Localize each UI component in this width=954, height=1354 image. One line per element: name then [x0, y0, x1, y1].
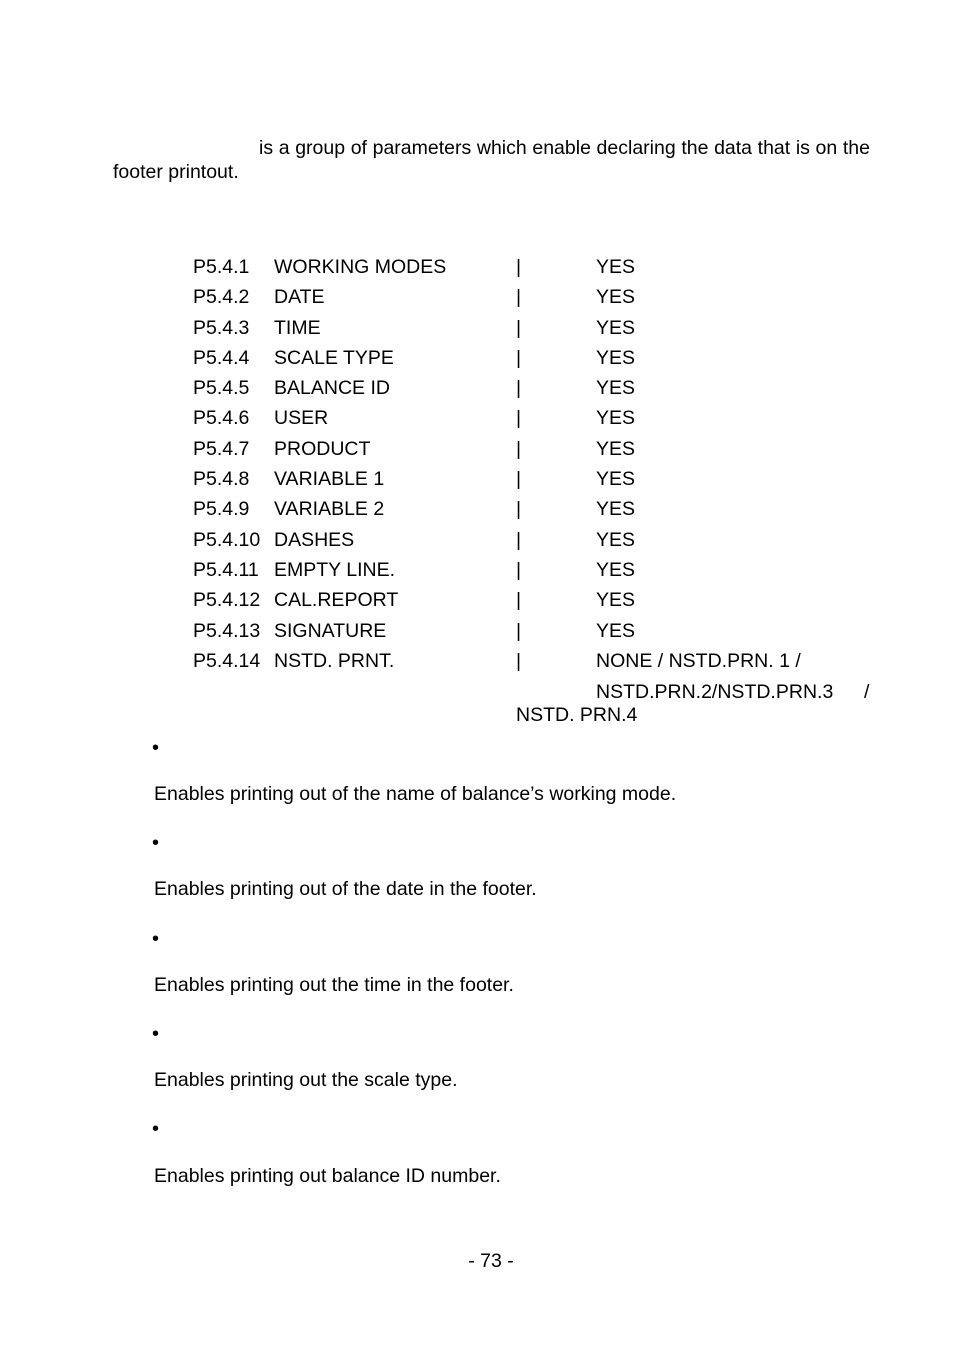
parameter-separator: |: [516, 498, 522, 521]
parameter-separator: |: [516, 619, 522, 642]
parameter-row: [193, 618, 873, 648]
parameter-name: BALANCE ID: [274, 377, 390, 400]
parameter-name: DATE: [274, 286, 325, 309]
continuation-slash: /: [864, 681, 870, 703]
parameter-separator: |: [516, 437, 522, 460]
parameter-code: P5.4.14: [193, 649, 261, 672]
parameter-name: WORKING MODES: [274, 256, 447, 278]
parameter-name: CAL.REPORT: [274, 589, 399, 612]
description-scale-type: Enables printing out the scale type.: [154, 1069, 458, 1091]
parameter-row: [193, 254, 873, 284]
bullet-icon: •: [152, 1118, 160, 1140]
parameter-row: [193, 345, 873, 375]
parameter-code: P5.4.2: [193, 286, 250, 309]
description-working-modes: Enables printing out of the name of balance’s working mode.: [154, 783, 677, 805]
parameter-separator: |: [516, 286, 522, 309]
parameter-code: P5.4.12: [193, 589, 261, 612]
parameter-value: NONE / NSTD.PRN. 1 /: [596, 649, 801, 672]
parameter-value: YES: [596, 498, 636, 521]
parameter-code: P5.4.11: [193, 558, 259, 581]
parameter-name: DASHES: [274, 528, 355, 551]
parameter-value: YES: [596, 558, 636, 581]
parameter-row: [193, 648, 873, 678]
parameter-row: [193, 436, 873, 466]
parameter-separator: |: [516, 316, 522, 339]
parameter-code: P5.4.4: [193, 346, 250, 369]
bullet-icon: •: [152, 737, 160, 759]
continuation-text: NSTD.PRN.2/NSTD.PRN.3: [596, 681, 834, 703]
parameter-table: [193, 254, 873, 678]
intro-paragraph: is a group of parameters which enable declaring the data that is on the footer printout.: [113, 137, 870, 183]
parameter-code: P5.4.5: [193, 377, 250, 400]
parameter-value: YES: [596, 407, 636, 430]
parameter-value-continuation: NSTD. PRN.4: [516, 704, 638, 726]
parameter-code: P5.4.6: [193, 407, 250, 430]
parameter-separator: |: [516, 589, 522, 612]
parameter-separator: |: [516, 407, 522, 430]
parameter-value: YES: [596, 377, 636, 400]
parameter-separator: |: [516, 468, 522, 491]
parameter-value: YES: [596, 346, 636, 369]
parameter-row: [193, 587, 873, 617]
bullet-icon: •: [152, 832, 160, 854]
page-number: - 73 -: [468, 1250, 514, 1272]
parameter-value: YES: [596, 256, 636, 278]
parameter-code: P5.4.8: [193, 468, 250, 491]
parameter-code: P5.4.1: [193, 256, 250, 278]
parameter-value: YES: [596, 468, 636, 491]
parameter-row: [193, 466, 873, 496]
parameter-separator: |: [516, 346, 522, 369]
parameter-separator: |: [516, 377, 522, 400]
parameter-name: USER: [274, 407, 329, 430]
parameter-name: VARIABLE 2: [274, 498, 385, 521]
parameter-separator: |: [516, 256, 522, 278]
parameter-separator: |: [516, 528, 522, 551]
description-date: Enables printing out of the date in the footer.: [154, 878, 537, 900]
parameter-separator: |: [516, 649, 522, 672]
parameter-row: [193, 315, 873, 345]
parameter-value: YES: [596, 286, 636, 309]
parameter-name: VARIABLE 1: [274, 468, 385, 491]
parameter-value: YES: [596, 316, 636, 339]
parameter-name: SCALE TYPE: [274, 346, 394, 369]
parameter-value-continuation: [596, 680, 870, 704]
parameter-row: [193, 527, 873, 557]
bullet-icon: •: [152, 1023, 160, 1045]
parameter-code: P5.4.7: [193, 437, 250, 460]
parameter-name: SIGNATURE: [274, 619, 387, 642]
parameter-row: [193, 496, 873, 526]
parameter-value: YES: [596, 437, 636, 460]
parameter-value: YES: [596, 528, 636, 551]
description-balance-id: Enables printing out balance ID number.: [154, 1165, 501, 1187]
parameter-name: NSTD. PRNT.: [274, 649, 395, 672]
parameter-name: TIME: [274, 316, 321, 339]
parameter-row: [193, 375, 873, 405]
parameter-code: P5.4.13: [193, 619, 261, 642]
bullet-icon: •: [152, 928, 160, 950]
parameter-code: P5.4.3: [193, 316, 250, 339]
parameter-row: [193, 284, 873, 314]
parameter-name: EMPTY LINE.: [274, 558, 396, 581]
description-time: Enables printing out the time in the footer.: [154, 974, 514, 996]
parameter-separator: |: [516, 558, 522, 581]
parameter-name: PRODUCT: [274, 437, 371, 460]
parameter-code: P5.4.9: [193, 498, 250, 521]
parameter-value: YES: [596, 589, 636, 612]
parameter-row: [193, 557, 873, 587]
parameter-code: P5.4.10: [193, 528, 261, 551]
parameter-row: [193, 405, 873, 435]
parameter-value: YES: [596, 619, 636, 642]
